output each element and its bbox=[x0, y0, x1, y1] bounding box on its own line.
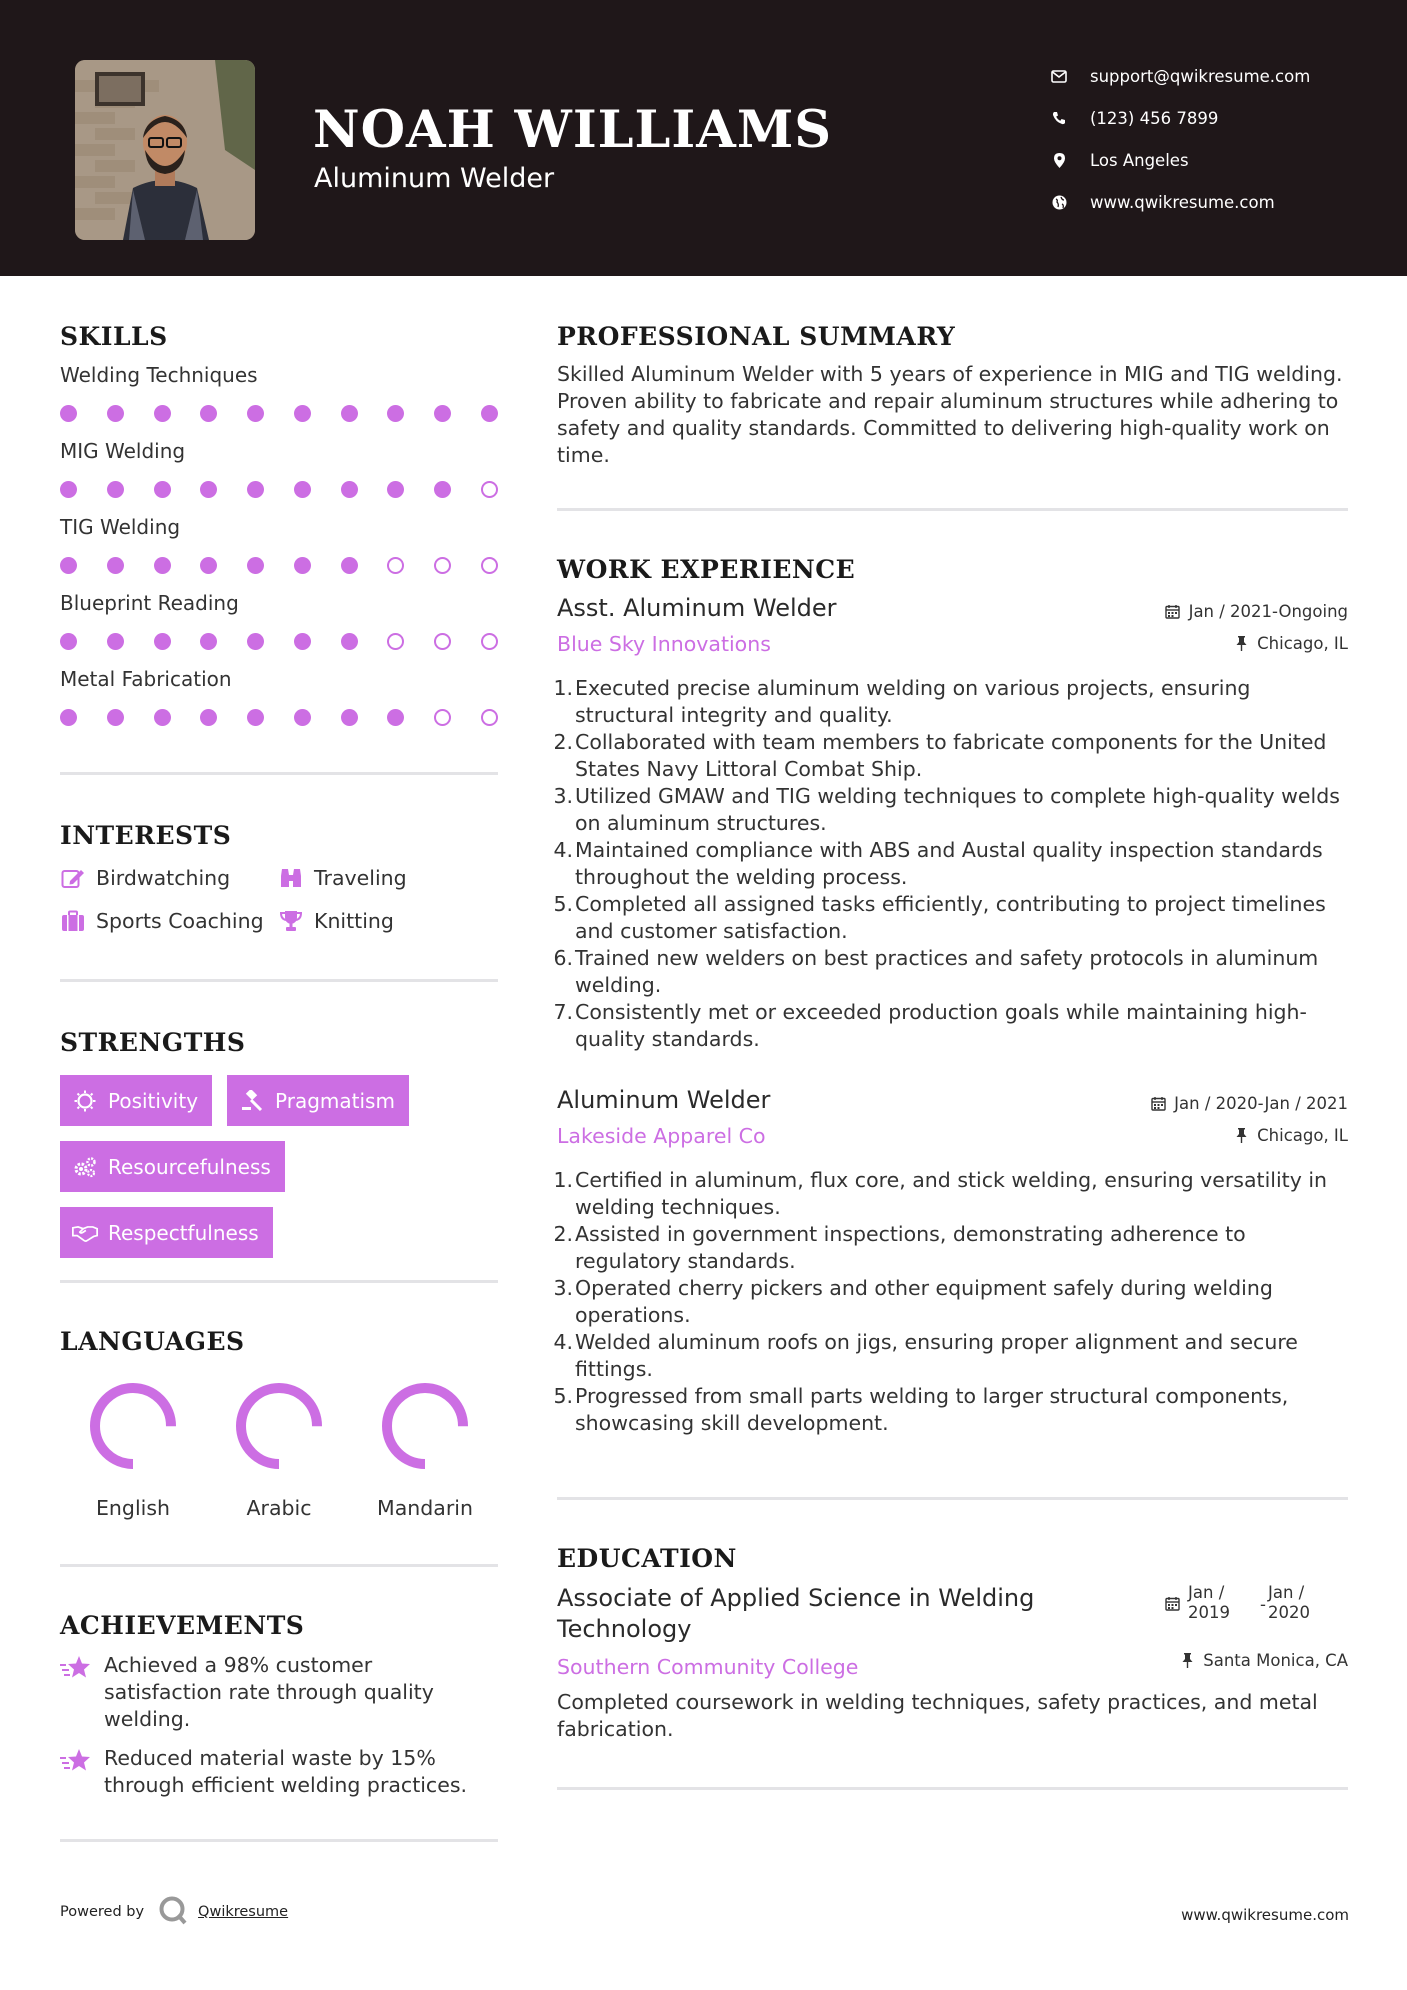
skill-item bbox=[60, 667, 498, 726]
skills-list bbox=[60, 363, 498, 726]
language-progress-arc bbox=[95, 1388, 171, 1464]
powered-by-label: Powered by bbox=[60, 1904, 145, 1920]
interest-item bbox=[60, 909, 278, 933]
summary-heading: PROFESSIONAL SUMMARY bbox=[557, 322, 956, 351]
rating-dot-filled bbox=[247, 481, 264, 498]
resume-header bbox=[0, 0, 1407, 276]
phone-icon bbox=[1050, 109, 1068, 127]
rating-dot-filled bbox=[481, 405, 498, 422]
job-duties bbox=[553, 675, 1348, 1053]
interest-label: Sports Coaching bbox=[96, 909, 264, 933]
pushpin-icon bbox=[1179, 1653, 1195, 1669]
strength-label: Resourcefulness bbox=[108, 1154, 271, 1179]
interest-label: Traveling bbox=[314, 866, 407, 890]
language-item bbox=[60, 1376, 206, 1520]
footer-website[interactable]: www.qwikresume.com bbox=[1181, 1906, 1349, 1924]
rating-dot-empty bbox=[481, 633, 498, 650]
language-item bbox=[352, 1376, 498, 1520]
rating-dot-filled bbox=[107, 405, 124, 422]
rating-dot-filled bbox=[60, 481, 77, 498]
rating-dot-filled bbox=[387, 481, 404, 498]
pushpin-icon bbox=[1233, 1128, 1249, 1144]
rating-dot-filled bbox=[341, 709, 358, 726]
strengths-heading: STRENGTHS bbox=[60, 1028, 246, 1057]
briefcase-icon bbox=[60, 909, 86, 933]
rating-dot-empty bbox=[481, 481, 498, 498]
language-progress-arc bbox=[387, 1388, 463, 1464]
summary-text: Skilled Aluminum Welder with 5 years of experience in MIG and TIG welding. Proven ability to fabricate and repair aluminum structures while adhering to safety and quality standards. Committed to delivering high-quality work on time. bbox=[557, 362, 1343, 467]
star-icon bbox=[60, 1747, 92, 1773]
list-item: 3. Operated cherry pickers and other equipment safely during welding operations. bbox=[553, 1276, 1273, 1327]
job-dates-text: Jan / 2020-Jan / 2021 bbox=[1174, 1094, 1348, 1113]
language-progress-ring bbox=[375, 1376, 475, 1476]
education-description: Completed coursework in welding techniques, safety practices, and metal fabrication. bbox=[557, 1690, 1318, 1741]
rating-dot-empty bbox=[434, 557, 451, 574]
list-item: 5. Completed all assigned tasks efficiently, contributing to project timelines and customer satisfaction. bbox=[553, 892, 1326, 943]
rating-dot-filled bbox=[107, 481, 124, 498]
profile-photo bbox=[75, 60, 255, 240]
list-item: 1. Executed precise aluminum welding on various projects, ensuring structural integrity and quality. bbox=[553, 676, 1251, 727]
rating-dot-filled bbox=[294, 709, 311, 726]
skill-rating bbox=[60, 481, 498, 498]
contact-email-text: support@qwikresume.com bbox=[1090, 66, 1311, 86]
rating-dot-filled bbox=[341, 633, 358, 650]
trophy-icon bbox=[278, 909, 304, 933]
left-column bbox=[60, 276, 498, 1842]
list-item: 3. Utilized GMAW and TIG welding techniques to complete high-quality welds on aluminum structures. bbox=[553, 784, 1340, 835]
skill-name: Metal Fabrication bbox=[60, 667, 232, 691]
contact-email[interactable] bbox=[1050, 55, 1390, 97]
section-divider bbox=[60, 772, 498, 775]
job-dates-text: Jan / 2021-Ongoing bbox=[1188, 602, 1348, 621]
skill-rating bbox=[60, 557, 498, 574]
list-item: 7. Consistently met or exceeded production goals while maintaining high-quality standards. bbox=[553, 1000, 1307, 1051]
languages-list bbox=[60, 1376, 498, 1520]
achievement-item bbox=[60, 1652, 498, 1733]
list-item: 5. Progressed from small parts welding to larger structural components, showcasing skill development. bbox=[553, 1384, 1289, 1435]
job-duties bbox=[553, 1167, 1348, 1437]
contact-location bbox=[1050, 139, 1390, 181]
rating-dot-filled bbox=[341, 481, 358, 498]
contact-list bbox=[1050, 55, 1390, 223]
gavel-icon bbox=[239, 1090, 265, 1112]
cogs-icon bbox=[72, 1156, 98, 1178]
rating-dot-empty bbox=[481, 709, 498, 726]
calendar-icon bbox=[1164, 1595, 1180, 1611]
contact-website[interactable] bbox=[1050, 181, 1390, 223]
section-divider bbox=[557, 1787, 1348, 1790]
education-location bbox=[1179, 1651, 1348, 1670]
education-location-text: Santa Monica, CA bbox=[1203, 1651, 1348, 1670]
skill-rating bbox=[60, 633, 498, 650]
strength-label: Respectfulness bbox=[108, 1220, 259, 1245]
rating-dot-empty bbox=[387, 633, 404, 650]
interest-item bbox=[278, 866, 498, 890]
skill-item bbox=[60, 591, 498, 650]
envelope-icon bbox=[1050, 67, 1068, 85]
section-divider bbox=[557, 508, 1348, 511]
pushpin-icon bbox=[1233, 636, 1249, 652]
strength-label: Pragmatism bbox=[275, 1088, 395, 1113]
language-progress-ring bbox=[83, 1376, 183, 1476]
rating-dot-filled bbox=[247, 557, 264, 574]
education-start-date: Jan / 2019 bbox=[1188, 1583, 1231, 1622]
company-name[interactable]: Blue Sky Innovations bbox=[557, 632, 771, 656]
job-location bbox=[1233, 634, 1348, 653]
job-location-text: Chicago, IL bbox=[1257, 1126, 1348, 1145]
section-divider bbox=[60, 1564, 498, 1567]
interest-item bbox=[278, 909, 498, 933]
skill-name: TIG Welding bbox=[60, 515, 181, 539]
rating-dot-filled bbox=[294, 481, 311, 498]
rating-dot-filled bbox=[247, 633, 264, 650]
education-end-date: Jan / 2020 bbox=[1268, 1583, 1310, 1622]
map-pin-icon bbox=[1050, 151, 1068, 169]
qwikresume-link[interactable]: Qwikresume bbox=[198, 1904, 289, 1920]
degree-title: Associate of Applied Science in Welding Technology bbox=[557, 1584, 1035, 1643]
rating-dot-filled bbox=[387, 709, 404, 726]
job-location bbox=[1233, 1126, 1348, 1145]
strengths-list bbox=[60, 1075, 498, 1258]
rating-dot-filled bbox=[294, 405, 311, 422]
candidate-title: Aluminum Welder bbox=[314, 163, 555, 194]
rating-dot-filled bbox=[200, 557, 217, 574]
language-progress-ring bbox=[229, 1376, 329, 1476]
rating-dot-filled bbox=[60, 633, 77, 650]
company-name[interactable]: Lakeside Apparel Co bbox=[557, 1124, 766, 1148]
school-name[interactable]: Southern Community College bbox=[557, 1655, 859, 1679]
job-title: Aluminum Welder bbox=[557, 1086, 771, 1114]
job-dates bbox=[1150, 1094, 1348, 1113]
skill-rating bbox=[60, 709, 498, 726]
rating-dot-filled bbox=[200, 633, 217, 650]
rating-dot-filled bbox=[60, 405, 77, 422]
strength-label: Positivity bbox=[108, 1088, 199, 1113]
interests-list bbox=[60, 866, 498, 933]
calendar-icon bbox=[1165, 604, 1181, 620]
job-entry bbox=[553, 594, 1348, 1053]
skills-heading: SKILLS bbox=[60, 322, 168, 351]
calendar-icon bbox=[1150, 1096, 1166, 1112]
language-name: Arabic bbox=[246, 1496, 312, 1520]
section-divider bbox=[60, 1839, 498, 1842]
education-entry bbox=[557, 1583, 1348, 1743]
candidate-name: NOAH WILLIAMS bbox=[313, 100, 833, 160]
binoculars-icon bbox=[278, 866, 304, 890]
list-item: 1. Certified in aluminum, flux core, and stick welding, ensuring versatility in welding techniques. bbox=[553, 1168, 1328, 1219]
languages-heading: LANGUAGES bbox=[60, 1327, 245, 1356]
achievement-text: Achieved a 98% customer satisfaction rate through quality welding. bbox=[104, 1653, 434, 1731]
rating-dot-empty bbox=[481, 557, 498, 574]
globe-icon bbox=[1050, 193, 1068, 211]
section-divider bbox=[557, 1497, 1348, 1500]
rating-dot-filled bbox=[247, 405, 264, 422]
education-heading: EDUCATION bbox=[557, 1544, 737, 1573]
rating-dot-filled bbox=[107, 633, 124, 650]
list-item: 4. Maintained compliance with ABS and Austal quality inspection standards throughout the welding process. bbox=[553, 838, 1323, 889]
contact-website-text: www.qwikresume.com bbox=[1090, 192, 1275, 212]
strength-tag bbox=[60, 1207, 273, 1258]
rating-dot-empty bbox=[387, 557, 404, 574]
rating-dot-filled bbox=[154, 709, 171, 726]
rating-dot-filled bbox=[154, 633, 171, 650]
rating-dot-filled bbox=[200, 481, 217, 498]
skill-name: Welding Techniques bbox=[60, 363, 258, 387]
language-name: Mandarin bbox=[377, 1496, 473, 1520]
handshake-icon bbox=[72, 1222, 98, 1244]
achievement-item bbox=[60, 1745, 498, 1799]
achievements-heading: ACHIEVEMENTS bbox=[60, 1611, 305, 1640]
skill-item bbox=[60, 439, 498, 498]
strength-tag bbox=[227, 1075, 409, 1126]
skill-rating bbox=[60, 405, 498, 422]
achievements-list bbox=[60, 1652, 498, 1799]
rating-dot-filled bbox=[200, 405, 217, 422]
language-progress-arc bbox=[241, 1388, 317, 1464]
achievement-text: Reduced material waste by 15% through efficient welding practices. bbox=[104, 1746, 468, 1797]
contact-phone-text: (123) 456 7899 bbox=[1090, 108, 1219, 128]
education-dates bbox=[1164, 1583, 1314, 1623]
rating-dot-empty bbox=[434, 709, 451, 726]
rating-dot-filled bbox=[200, 709, 217, 726]
skill-name: Blueprint Reading bbox=[60, 591, 239, 615]
rating-dot-filled bbox=[60, 557, 77, 574]
section-divider bbox=[60, 979, 498, 982]
rating-dot-filled bbox=[247, 709, 264, 726]
rating-dot-filled bbox=[154, 481, 171, 498]
rating-dot-filled bbox=[341, 557, 358, 574]
job-entry bbox=[553, 1086, 1348, 1437]
contact-location-text: Los Angeles bbox=[1090, 150, 1189, 170]
job-dates bbox=[1165, 602, 1348, 621]
right-column bbox=[553, 276, 1348, 1790]
powered-by bbox=[60, 1895, 288, 1929]
rating-dot-filled bbox=[107, 557, 124, 574]
job-location-text: Chicago, IL bbox=[1257, 634, 1348, 653]
experience-heading: WORK EXPERIENCE bbox=[557, 555, 856, 584]
list-item: 2. Collaborated with team members to fabricate components for the United States Navy Littoral Combat Ship. bbox=[553, 730, 1327, 781]
rating-dot-filled bbox=[434, 481, 451, 498]
language-name: English bbox=[95, 1496, 171, 1520]
pencil-icon bbox=[60, 866, 86, 890]
skill-name: MIG Welding bbox=[60, 439, 186, 463]
star-icon bbox=[60, 1654, 92, 1680]
sun-icon bbox=[72, 1090, 98, 1112]
list-item: 6. Trained new welders on best practices and safety protocols in aluminum welding. bbox=[553, 946, 1319, 997]
rating-dot-filled bbox=[154, 405, 171, 422]
skill-item bbox=[60, 515, 498, 574]
list-item: 4. Welded aluminum roofs on jigs, ensuring proper alignment and secure fittings. bbox=[553, 1330, 1298, 1381]
list-item: 2. Assisted in government inspections, demonstrating adherence to regulatory standards. bbox=[553, 1222, 1246, 1273]
rating-dot-filled bbox=[294, 557, 311, 574]
rating-dot-filled bbox=[60, 709, 77, 726]
rating-dot-filled bbox=[434, 405, 451, 422]
rating-dot-filled bbox=[154, 557, 171, 574]
language-item bbox=[206, 1376, 352, 1520]
interest-item bbox=[60, 866, 278, 890]
rating-dot-filled bbox=[107, 709, 124, 726]
job-title: Asst. Aluminum Welder bbox=[557, 594, 837, 622]
section-divider bbox=[60, 1280, 498, 1283]
rating-dot-empty bbox=[434, 633, 451, 650]
strength-tag bbox=[60, 1075, 212, 1126]
date-separator: - bbox=[1260, 1595, 1266, 1614]
interest-label: Birdwatching bbox=[96, 866, 231, 890]
rating-dot-filled bbox=[294, 633, 311, 650]
contact-phone[interactable] bbox=[1050, 97, 1390, 139]
strength-tag bbox=[60, 1141, 285, 1192]
rating-dot-filled bbox=[387, 405, 404, 422]
interest-label: Knitting bbox=[314, 909, 394, 933]
rating-dot-filled bbox=[341, 405, 358, 422]
skill-item bbox=[60, 363, 498, 422]
qwikresume-logo-icon bbox=[158, 1895, 188, 1929]
interests-heading: INTERESTS bbox=[60, 821, 232, 850]
